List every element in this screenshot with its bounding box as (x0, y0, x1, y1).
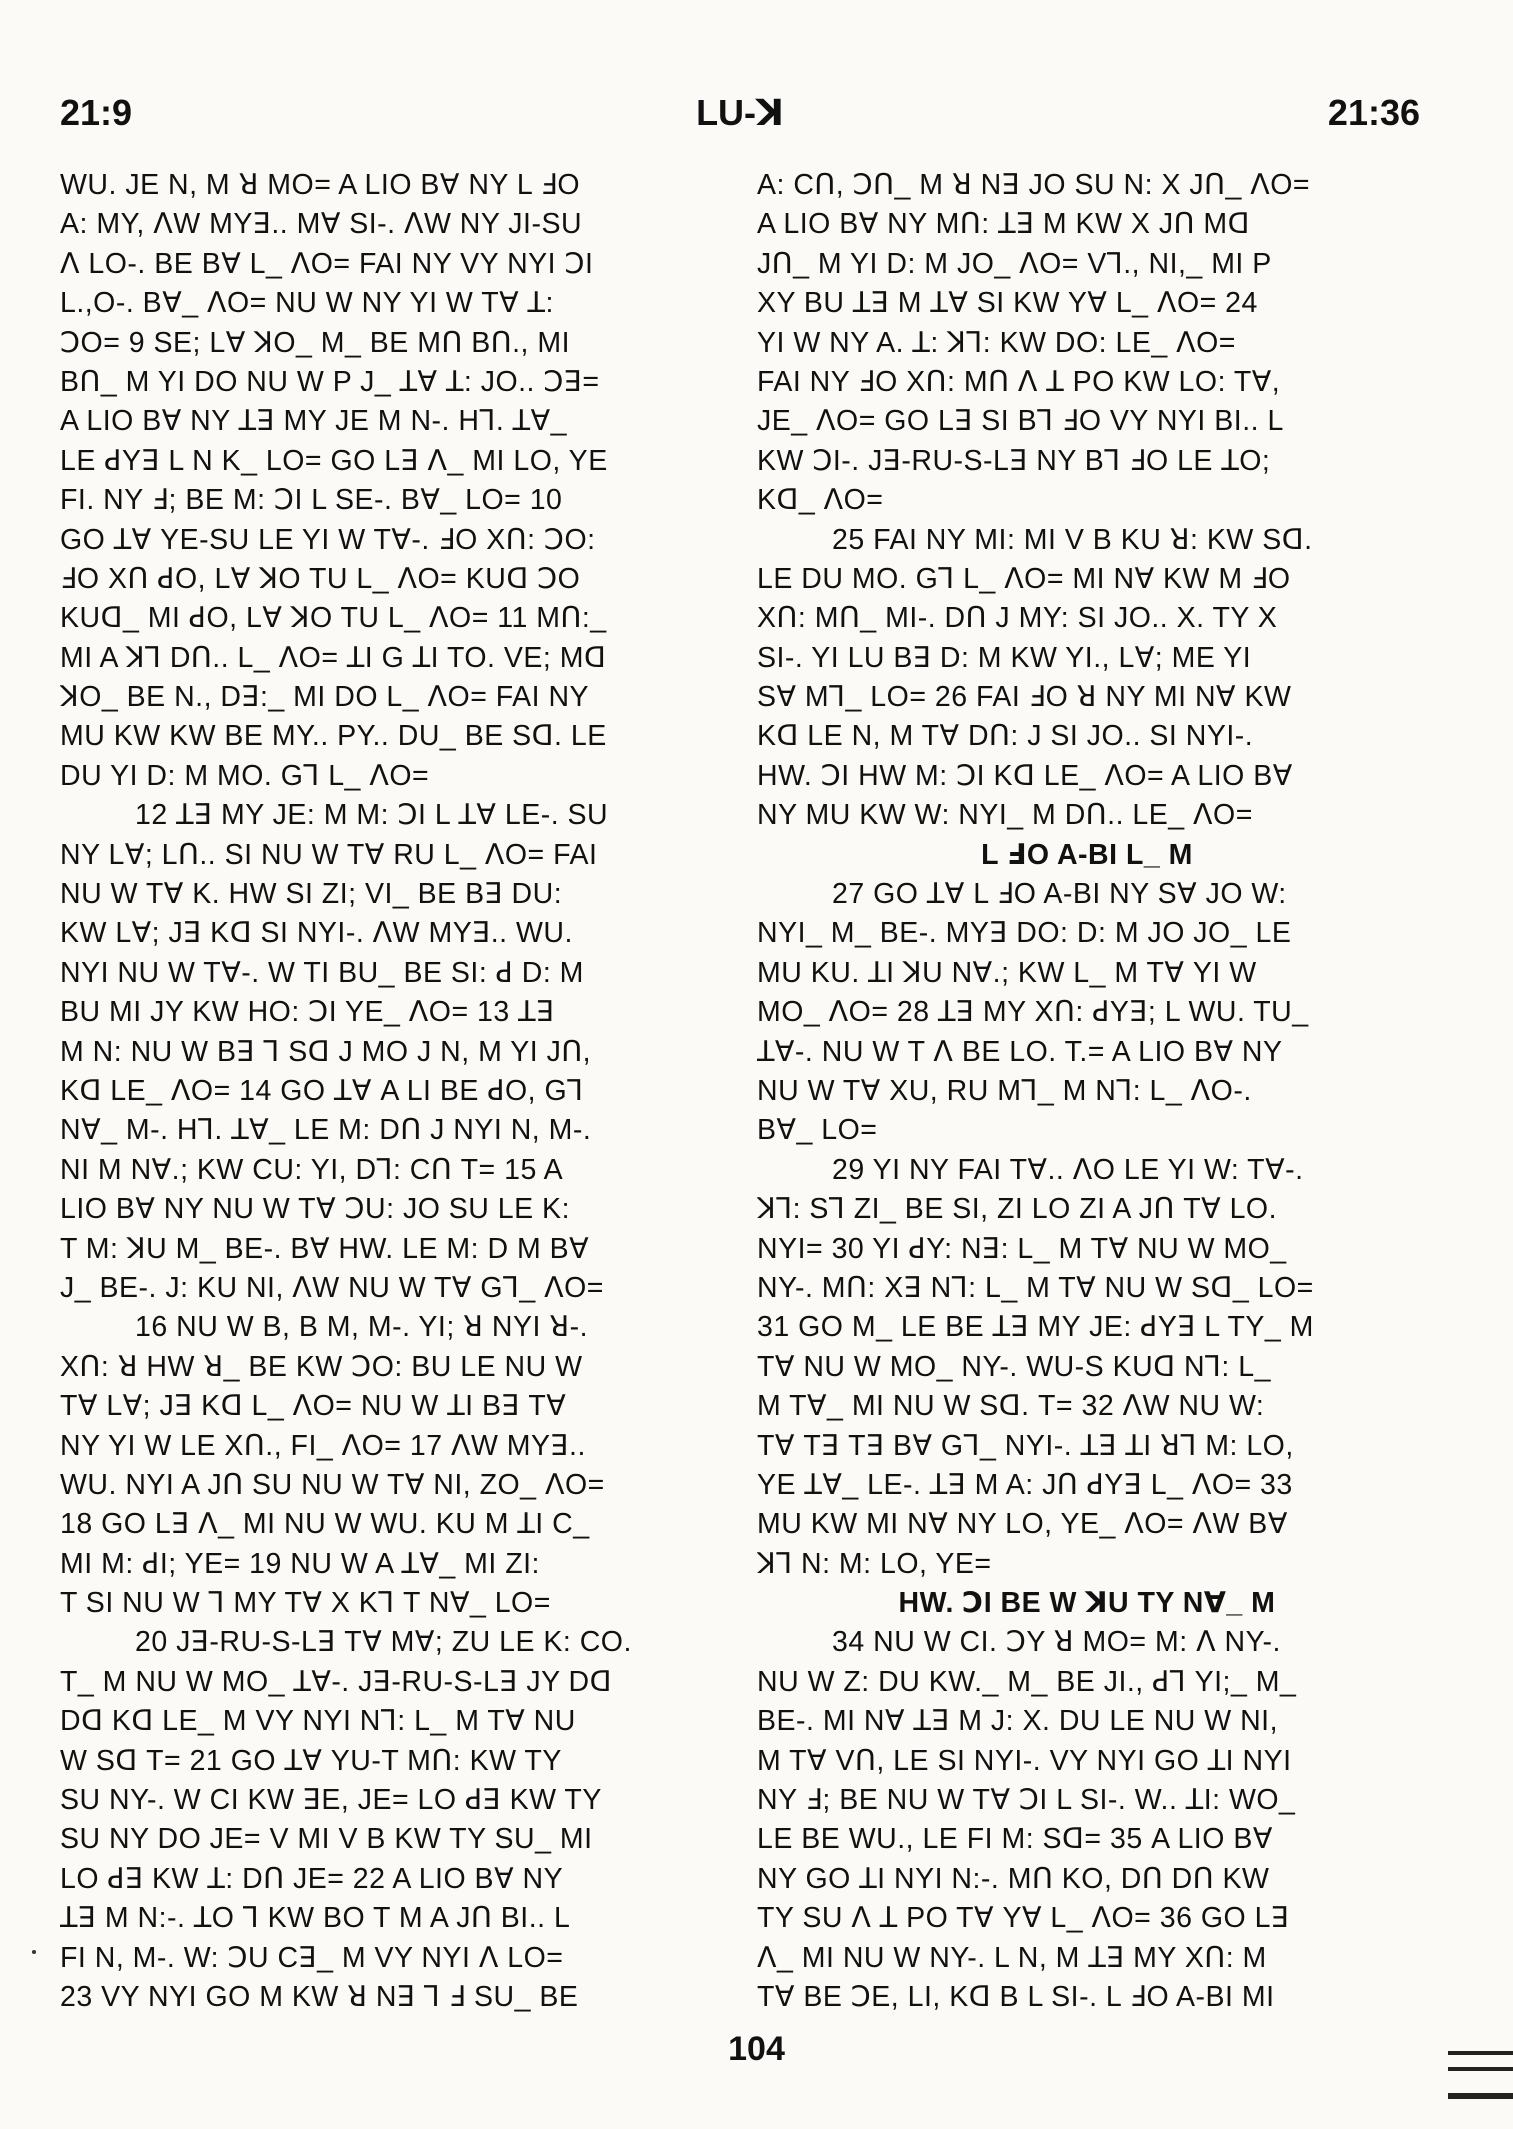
text-line: BU MI JY KW HO: ꓛI YE_ ꓥO= 13 ꓕꓱ (60, 996, 555, 1029)
text-line: NYI= 30 YI ꓒY: Nꓱ: L_ M Tꓯ NU W MO_ (757, 1232, 1287, 1265)
page-number: 104 (728, 2030, 785, 2068)
text-line: Tꓯ Lꓯ; Jꓱ Kꓷ L_ ꓥO= NU W ꓕI Bꓱ Tꓯ (60, 1390, 567, 1423)
text-line: ꓛO= 9 SE; Lꓯ ꓘO_ M_ BE Mꓵ Bꓵ., MI (60, 326, 571, 359)
text-line: LE DU MO. Gꓶ L_ ꓥO= MI Nꓯ KW M ꓞO (757, 562, 1291, 595)
text-line: Xꓵ: ꓤ HW ꓤ_ BE KW ꓛO: BU LE NU W (60, 1350, 583, 1383)
right-text-column (757, 166, 1417, 2017)
text-line: T_ M NU W MO_ ꓕꓯ-. Jꓱ-RU-S-Lꓱ JY Dꓷ (60, 1665, 612, 1698)
text-line: MU KW MI Nꓯ NY LO, YE_ ꓥO= ꓥW Bꓯ (757, 1508, 1288, 1541)
verse-paragraph-start: 29 YI NY FAI Tꓯ.. ꓥO LE YI W: Tꓯ-. (832, 1153, 1304, 1186)
text-line: KUꓷ_ MI ꓒO, Lꓯ ꓘO TU L_ ꓥO= 11 Mꓵ:_ (60, 602, 607, 635)
text-line: ꓞO Xꓵ ꓒO, Lꓯ ꓘO TU L_ ꓥO= KUꓷ ꓛO (60, 562, 581, 595)
text-line: FI N, M-. W: ꓛU Cꓱ_ M VY NYI ꓥ LO= (60, 1941, 564, 1974)
text-line: MU KU. ꓕI ꓘU Nꓯ.; KW L_ M Tꓯ YI W (757, 956, 1257, 989)
text-line: Tꓯ Tꓱ Tꓱ Bꓯ Gꓶ_ NYI-. ꓕꓱ ꓕI ꓤꓶ M: LO, (757, 1429, 1294, 1462)
thumb-index-mark (1448, 2051, 1513, 2071)
text-line: Kꓷ_ ꓥO= (757, 484, 884, 517)
text-line: NU W Tꓯ K. HW SI ZI; VI_ BE Bꓱ DU: (60, 878, 563, 911)
text-line: KW ꓛI-. Jꓱ-RU-S-Lꓱ NY Bꓶ ꓞO LE ꓕO; (757, 444, 1271, 477)
text-line: DU YI D: M MO. Gꓶ L_ ꓥO= (60, 759, 430, 792)
text-line: Dꓷ Kꓷ LE_ M VY NYI Nꓶ: L_ M Tꓯ NU (60, 1705, 576, 1738)
text-line: Kꓷ LE N, M Tꓯ Dꓵ: J SI JO.. SI NYI-. (757, 720, 1254, 753)
text-line: SU NY DO JE= V MI V B KW TY SU_ MI (60, 1823, 593, 1856)
text-line: Bꓯ_ LO= (757, 1114, 878, 1147)
text-line: NY GO ꓕI NYI N:-. Mꓵ KO, Dꓵ Dꓵ KW (757, 1862, 1270, 1895)
text-line: GO ꓕꓯ YE-SU LE YI W Tꓯ-. ꓞO Xꓵ: ꓛO: (60, 523, 596, 556)
verse-paragraph-start: 25 FAI NY MI: MI V B KU ꓤ: KW Sꓷ. (832, 523, 1313, 556)
text-line: M Tꓯ Vꓵ, LE SI NYI-. VY NYI GO ꓕI NYI (757, 1744, 1292, 1777)
text-line: A: Cꓵ, ꓛꓵ_ M ꓤ Nꓱ JO SU N: X Jꓵ_ ꓥO= (757, 169, 1311, 201)
text-line: SI-. YI LU Bꓱ D: M KW YI., Lꓯ; ME YI (757, 641, 1252, 674)
text-line: NY MU KW W: NYI_ M Dꓵ.. LE_ ꓥO= (757, 799, 1253, 832)
text-line: ꓕꓯ-. NU W T ꓥ BE LO. T.= A LIO Bꓯ NY (757, 1035, 1283, 1068)
text-line: L.,O-. Bꓯ_ ꓥO= NU W NY YI W Tꓯ ꓕ: (60, 287, 554, 320)
text-line: MU KW KW BE MY.. PY.. DU_ BE Sꓷ. LE (60, 720, 607, 753)
text-line: Sꓯ Mꓶ_ LO= 26 FAI ꓞO ꓤ NY MI Nꓯ KW (757, 681, 1292, 714)
text-line: M N: NU W Bꓱ ꓶ Sꓷ J MO J N, M YI Jꓵ, (60, 1035, 592, 1068)
text-line: LO ꓒꓱ KW ꓕ: Dꓵ JE= 22 A LIO Bꓯ NY (60, 1862, 564, 1895)
text-line: MI A ꓘꓶ Dꓵ.. L_ ꓥO= ꓕI G ꓕI TO. VE; Mꓷ (60, 641, 607, 674)
verse-paragraph-start: 34 NU W CI. ꓛY ꓤ MO= M: ꓥ NY-. (832, 1626, 1281, 1659)
text-line: J_ BE-. J: KU NI, ꓥW NU W Tꓯ Gꓶ_ ꓥO= (60, 1271, 604, 1304)
text-line: HW. ꓛI HW M: ꓛI Kꓷ LE_ ꓥO= A LIO Bꓯ (757, 759, 1293, 792)
running-header (60, 92, 1420, 142)
text-line: MO_ ꓥO= 28 ꓕꓱ MY Xꓵ: ꓒYꓱ; L WU. TU_ (757, 996, 1309, 1029)
margin-speck (32, 1950, 36, 1954)
text-line: FI. NY ꓞ; BE M: ꓛI L SE-. Bꓯ_ LO= 10 (60, 484, 563, 517)
text-line: ꓥ_ MI NU W NY-. L N, M ꓕꓱ MY Xꓵ: M (757, 1941, 1267, 1974)
text-line: KW Lꓯ; Jꓱ Kꓷ SI NYI-. ꓥW MYꓱ.. WU. (60, 917, 573, 950)
thumb-index-bar (1448, 2093, 1513, 2099)
text-line: Tꓯ NU W MO_ NY-. WU-S KUꓷ Nꓶ: L_ (757, 1350, 1271, 1383)
header-left-reference: 21:9 (60, 92, 133, 133)
text-line: Nꓯ_ M-. Hꓶ. ꓕꓯ_ LE M: Dꓵ J NYI N, M-. (60, 1114, 592, 1147)
text-line: A: MY, ꓥW MYꓱ.. Mꓯ SI-. ꓥW NY JI-SU (60, 208, 583, 241)
text-line: WU. NYI A Jꓵ SU NU W Tꓯ NI, ZO_ ꓥO= (60, 1468, 605, 1501)
text-line: YI W NY A. ꓕ: ꓘꓶ: KW DO: LE_ ꓥO= (757, 326, 1236, 359)
header-book-title: LU-ꓘ (696, 92, 784, 133)
text-line: TY SU ꓥ ꓕ PO Tꓯ Yꓯ L_ ꓥO= 36 GO Lꓱ (757, 1902, 1290, 1935)
text-line: 18 GO Lꓱ ꓥ_ MI NU W WU. KU M ꓕI C_ (60, 1508, 590, 1541)
verse-paragraph-start: 16 NU W B, B M, M-. YI; ꓤ NYI ꓤ-. (135, 1311, 589, 1344)
text-line: ꓘꓶ: Sꓶ ZI_ BE SI, ZI LO ZI A Jꓵ Tꓯ LO. (757, 1193, 1278, 1226)
text-line: ꓘO_ BE N., Dꓱ:_ MI DO L_ ꓥO= FAI NY (60, 681, 590, 714)
text-line: LIO Bꓯ NY NU W Tꓯ ꓛU: JO SU LE K: (60, 1193, 570, 1226)
section-heading: HW. ꓛI BE W ꓘU TY Nꓯ_ M (898, 1587, 1276, 1620)
text-line: T M: ꓘU M_ BE-. Bꓯ HW. LE M: D M Bꓯ (60, 1232, 590, 1265)
text-line: FAI NY ꓞO Xꓵ: Mꓵ ꓥ ꓕ PO KW LO: Tꓯ, (757, 365, 1281, 398)
text-line: NYI_ M_ BE-. MYꓱ DO: D: M JO JO_ LE (757, 917, 1292, 950)
text-line: WU. JE N, M ꓤ MO= A LIO Bꓯ NY L ꓞO (60, 169, 581, 201)
text-line: NU W Z: DU KW._ M_ BE JI., ꓒꓶ YI;_ M_ (757, 1665, 1297, 1698)
left-text-column (60, 166, 720, 2017)
text-line: 31 GO M_ LE BE ꓕꓱ MY JE: ꓒYꓱ L TY_ M (757, 1311, 1314, 1344)
header-right-reference: 21:36 (1327, 92, 1420, 133)
text-line: Bꓵ_ M YI DO NU W P J_ ꓕꓯ ꓕ: JO.. ꓛꓱ= (60, 365, 600, 398)
text-line: Xꓵ: Mꓵ_ MI-. Dꓵ J MY: SI JO.. X. TY X (757, 602, 1278, 635)
text-line: NI M Nꓯ.; KW CU: YI, Dꓶ: Cꓵ T= 15 A (60, 1153, 564, 1186)
text-line: NYI NU W Tꓯ-. W TI BU_ BE SI: ꓒ D: M (60, 956, 584, 989)
text-line: ꓘꓶ N: M: LO, YE= (757, 1547, 992, 1580)
text-line: ꓥ LO-. BE Bꓯ L_ ꓥO= FAI NY VY NYI ꓛI (60, 247, 594, 280)
text-line: Tꓯ BE ꓛE, LI, Kꓷ B L SI-. L ꓞO A-BI MI (757, 1980, 1275, 2013)
verse-paragraph-start: 12 ꓕꓱ MY JE: M M: ꓛI L ꓕꓯ LE-. SU (135, 799, 609, 832)
text-line: LE ꓒYꓱ L N K_ LO= GO Lꓱ ꓥ_ MI LO, YE (60, 444, 608, 477)
text-line: 23 VY NYI GO M KW ꓤ Nꓱ ꓶ ꓞ SU_ BE (60, 1980, 579, 2013)
verse-paragraph-start: 20 Jꓱ-RU-S-Lꓱ Tꓯ Mꓯ; ZU LE K: CO. (135, 1626, 632, 1659)
text-line: A LIO Bꓯ NY Mꓵ: ꓕꓱ M KW X Jꓵ Mꓷ (757, 208, 1250, 241)
text-line: BE-. MI Nꓯ ꓕꓱ M J: X. DU LE NU W NI, (757, 1705, 1279, 1738)
text-line: ꓕꓱ M N:-. ꓕO ꓶ KW BO T M A Jꓵ BI.. L (60, 1902, 571, 1935)
text-line: T SI NU W ꓶ MY Tꓯ X Kꓶ T Nꓯ_ LO= (60, 1587, 551, 1620)
text-line: Kꓷ LE_ ꓥO= 14 GO ꓕꓯ A LI BE ꓒO, Gꓶ (60, 1074, 584, 1107)
text-line: YE ꓕꓯ_ LE-. ꓕꓱ M A: Jꓵ ꓒYꓱ L_ ꓥO= 33 (757, 1468, 1293, 1501)
text-line: LE BE WU., LE FI M: Sꓷ= 35 A LIO Bꓯ (757, 1823, 1273, 1856)
text-line: NY-. Mꓵ: Xꓱ Nꓶ: L_ M Tꓯ NU W Sꓷ_ LO= (757, 1271, 1314, 1304)
text-line: MI M: ꓒI; YE= 19 NU W A ꓕꓯ_ MI ZI: (60, 1547, 540, 1580)
text-line: W Sꓷ T= 21 GO ꓕꓯ YU-T Mꓵ: KW TY (60, 1744, 562, 1777)
text-line: A LIO Bꓯ NY ꓕꓱ MY JE M N-. Hꓶ. ꓕꓯ_ (60, 405, 567, 438)
text-line: SU NY-. W CI KW ꓱE, JE= LO ꓒꓱ KW TY (60, 1784, 602, 1817)
text-line: XY BU ꓕꓱ M ꓕꓯ SI KW Yꓯ L_ ꓥO= 24 (757, 287, 1258, 320)
text-line: NY Lꓯ; Lꓵ.. SI NU W Tꓯ RU L_ ꓥO= FAI (60, 838, 598, 871)
text-line: NU W Tꓯ XU, RU Mꓶ_ M Nꓶ: L_ ꓥO-. (757, 1074, 1252, 1107)
section-heading: L ꓞO A-BI L_ M (981, 838, 1193, 871)
text-line: NY ꓞ; BE NU W Tꓯ ꓛI L SI-. W.. ꓕI: WO_ (757, 1784, 1296, 1817)
text-line: M Tꓯ_ MI NU W Sꓷ. T= 32 ꓥW NU W: (757, 1390, 1265, 1423)
text-line: Jꓵ_ M YI D: M JO_ ꓥO= Vꓶ., NI,_ MI P (757, 247, 1272, 280)
text-line: NY YI W LE Xꓵ., FI_ ꓥO= 17 ꓥW MYꓱ.. (60, 1429, 586, 1462)
text-line: JE_ ꓥO= GO Lꓱ SI Bꓶ ꓞO VY NYI BI.. L (757, 405, 1284, 438)
verse-paragraph-start: 27 GO ꓕꓯ L ꓞO A-BI NY Sꓯ JO W: (832, 878, 1287, 911)
